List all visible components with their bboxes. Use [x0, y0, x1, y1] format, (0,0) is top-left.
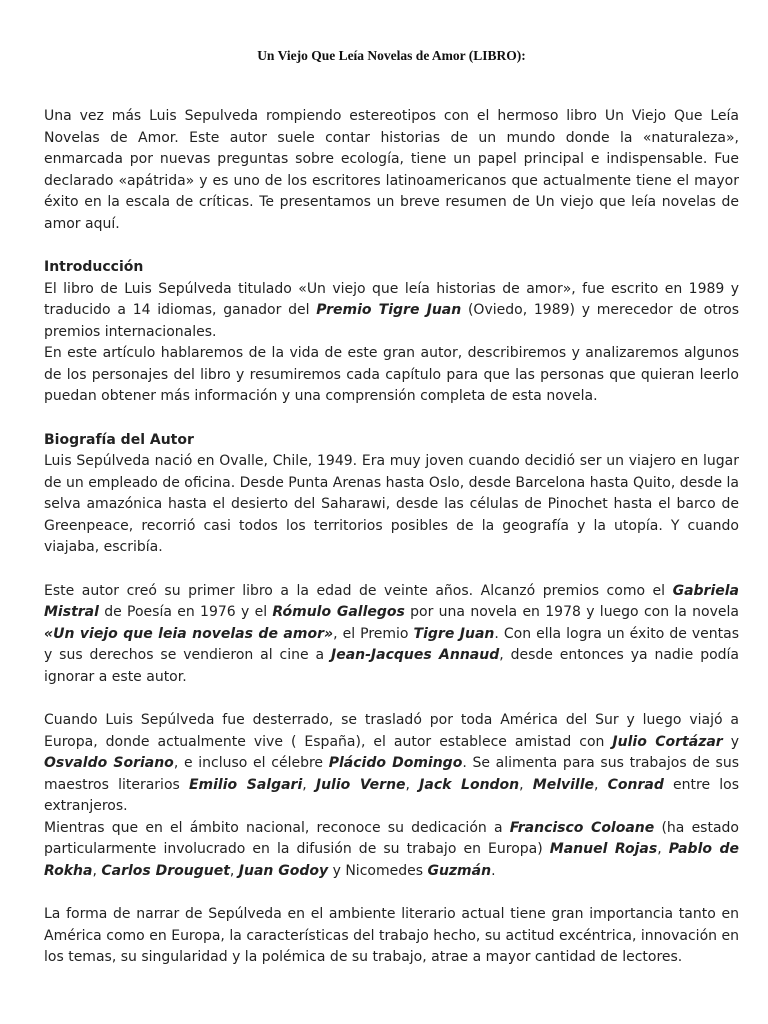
- introduccion-paragraph-2: En este artículo hablaremos de la vida de este gran autor, describiremos y analizaremos algunos de los personajes del libro y resumiremos cada capítulo para que las personas que quieran leerlo puedan obtener más información y una comprensión completa de esta novela.: [44, 345, 739, 404]
- biografia-paragraph-3: [44, 710, 739, 818]
- text-run: Este autor creó su primer libro a la edad de veinte años. Alcanzó premios como el: [44, 582, 673, 599]
- spacer: [44, 235, 739, 257]
- emphasis-name: Melville: [532, 776, 595, 793]
- biografia-paragraph-5: La forma de narrar de Sepúlveda en el ambiente literario actual tiene gran importancia tanto en América como en Europa, la características del trabajo hecho, su actitud excéntrica, innovación en los temas, su singularidad y la polémica de su trabajo, atrae a mayor cantidad de lectores.: [44, 906, 739, 965]
- text-run: entre los extranjeros.: [44, 776, 740, 814]
- text-run: de Poesía en 1976 y el: [98, 604, 273, 620]
- text-run: , desde entonces ya nadie podía ignorar a este autor.: [44, 647, 739, 685]
- text-run: El libro de Luis Sepúlveda titulado «Un viejo que leía historias de amor», fue escrito en 1989 y traducido a 14 idiomas, ganador del: [44, 280, 739, 318]
- spacer: [44, 559, 739, 581]
- emphasis-name: Francisco Coloane: [509, 819, 655, 836]
- text-run: y: [722, 733, 740, 750]
- section-heading-biografia: Biografía del Autor: [44, 431, 194, 448]
- text-run: (Oviedo, 1989) y merecedor de otros premios internacionales.: [44, 302, 739, 340]
- emphasis-name: Tigre Juan: [413, 625, 495, 642]
- emphasis-name: Plácido Domingo: [328, 755, 463, 771]
- text-run: y Nicomedes: [328, 862, 428, 879]
- text-run: . Se alimenta para sus trabajos de sus maestros literarios: [44, 755, 739, 793]
- text-run: ,: [405, 776, 420, 793]
- text-run: ,: [92, 862, 102, 879]
- text-run: ,: [519, 776, 533, 793]
- emphasis-name: Osvaldo Soriano: [44, 755, 174, 771]
- emphasis-name: Jack London: [419, 776, 520, 793]
- text-run: (ha estado particularmente involucrado en la difusión de su trabajo en Europa): [44, 819, 739, 857]
- biografia-paragraph-1: Luis Sepúlveda nació en Ovalle, Chile, 1949. Era muy joven cuando decidió ser un viajero en lugar de un empleado de oficina. Desde Punta Arenas hasta Oslo, desde Barcelona hasta Quito, desde la selva amazónica hasta el desierto del Saharawi, desde las células de Pinochet hasta el barco de Greenpeace, recorrió casi todos los territorios posibles de la geografía y la utopía. Y cuando viajaba, escribía.: [44, 453, 739, 555]
- text-run: ,: [302, 776, 316, 793]
- emphasis-name: Carlos Drouguet: [101, 862, 230, 879]
- emphasis-name: Conrad: [607, 776, 664, 793]
- emphasis-name: Guzmán: [427, 862, 492, 879]
- text-run: Mientras que en el ámbito nacional, reconoce su dedicación a: [44, 819, 510, 836]
- introduccion-paragraph-1: [44, 279, 739, 344]
- section-heading-introduccion: Introducción: [44, 259, 144, 275]
- spacer: [44, 882, 739, 904]
- emphasis-name: Jean-Jacques Annaud: [331, 647, 500, 663]
- text-run: ,: [657, 841, 669, 857]
- document-title: Un Viejo Que Leía Novelas de Amor (LIBRO):: [257, 48, 526, 63]
- emphasis-name: Julio Cortázar: [612, 733, 723, 750]
- text-run: . Con ella logra un éxito de ventas y sus derechos se vendieron al cine a: [44, 625, 740, 663]
- emphasis-name: Julio Verne: [315, 776, 406, 793]
- text-run: ,: [229, 862, 239, 879]
- emphasis-name: Rómulo Gallegos: [272, 604, 405, 620]
- spacer: [44, 688, 739, 710]
- text-run: ,: [594, 776, 608, 793]
- biografia-paragraph-4: [44, 818, 739, 883]
- text-run: .: [491, 862, 496, 879]
- emphasis-prize: Premio Tigre Juan: [316, 302, 462, 318]
- biografia-paragraph-2: [44, 581, 739, 689]
- text-run: , el Premio: [333, 625, 414, 642]
- text-run: , e incluso el célebre: [173, 755, 329, 771]
- emphasis-name: Manuel Rojas: [549, 841, 658, 857]
- text-run: por una novela en 1978 y luego con la novela: [404, 604, 739, 620]
- emphasis-name: Juan Godoy: [238, 862, 329, 879]
- intro-paragraph: Una vez más Luis Sepulveda rompiendo estereotipos con el hermoso libro Un Viejo Que Leía Novelas de Amor. Este autor suele contar historias de un mundo donde la «naturaleza», enmarcada por nuevas preguntas sobre ecología, tiene un papel principal e indispensable. Fue declarado «apátrida» y es uno de los escritores latinoamericanos que actualmente tiene el mayor éxito en la escala de críticas. Te presentamos un breve resumen de Un viejo que leía novelas de amor aquí.: [44, 108, 739, 232]
- emphasis-name: Gabriela Mistral: [44, 582, 739, 620]
- emphasis-name: Emilio Salgari: [188, 776, 303, 793]
- emphasis-name: Pablo de Rokha: [44, 841, 740, 879]
- text-run: Cuando Luis Sepúlveda fue desterrado, se trasladó por toda América del Sur y luego viajó a Europa, donde actualmente vive ( España), el autor establece amistad con: [44, 712, 739, 750]
- emphasis-name: «Un viejo que leia novelas de amor»: [44, 625, 334, 642]
- spacer: [44, 408, 739, 430]
